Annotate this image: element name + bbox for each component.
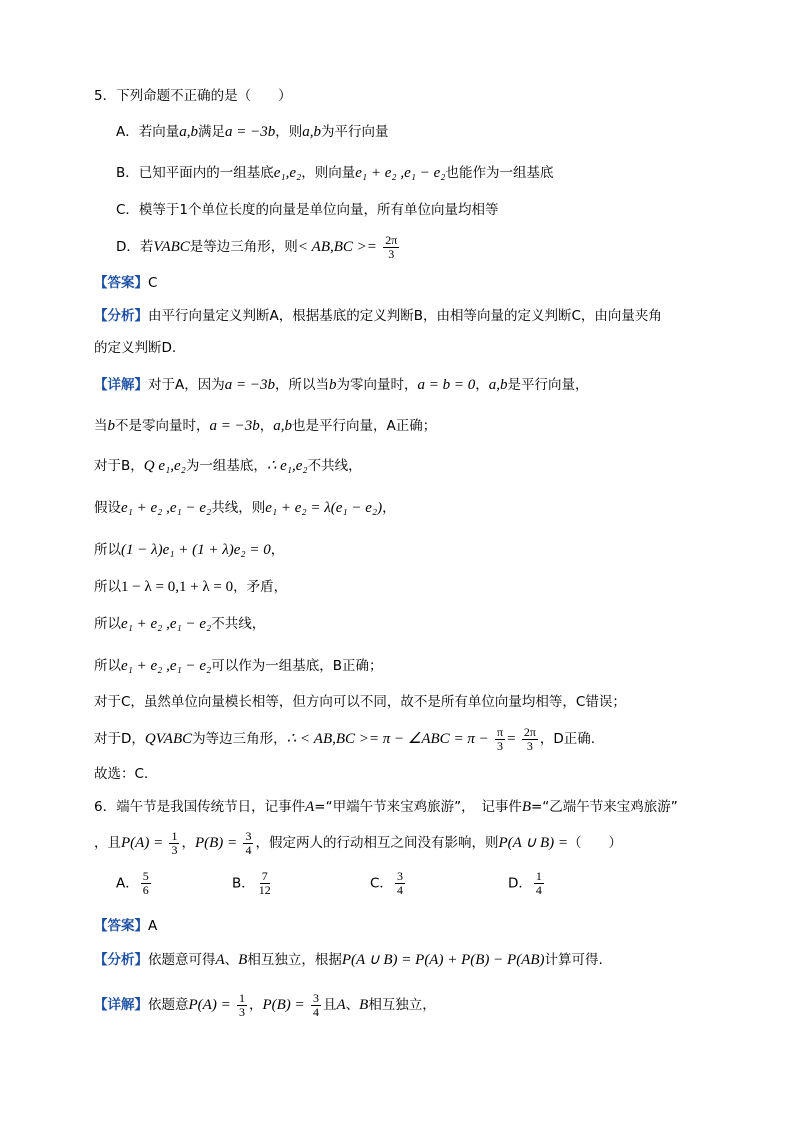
q5-detail-line7: 所以e₁ + e₂ ,e₁ − e₂不共线，: [94, 616, 266, 632]
fraction: $\frac{3}{4}$: [312, 990, 319, 1019]
q5-detail-line8: 所以e₁ + e₂ ,e₁ − e₂可以作为一组基底，B正确；: [94, 658, 383, 674]
q6-option-c: C． $\frac{3}{4}$: [370, 869, 403, 897]
q5-analysis-line2: 的定义判断D.: [94, 340, 177, 356]
q5-conclusion: 故选：C.: [94, 766, 149, 782]
q6-stem-line2: ，且P(A) = $\frac{1}{3}$ ，P(B) = $\frac{3}{4}$ ，假定两人的行动相互之间没有影响，则P(A ∪ B) =（ ）: [94, 828, 623, 857]
fraction: $\frac{3}{4}$: [245, 828, 252, 857]
q5-analysis-line1: 【分析】由平行向量定义判断A，根据基底的定义判断B，由相等向量的定义判断C，由向量夹角: [94, 308, 662, 324]
fraction: $\frac{1}{3}$: [238, 990, 245, 1019]
q6-detail: 【详解】依题意P(A) = $\frac{1}{3}$ ，P(B) = $\frac{3}{4}$ 且A、B相互独立，: [94, 990, 436, 1019]
q6-stem-line1: 6．端午节是我国传统节日，记事件A=“甲端午节来宝鸡旅游”， 记事件B=“乙端午节来宝鸡旅游”: [94, 799, 678, 815]
fraction: $\frac{1}{3}$: [171, 828, 178, 857]
q5-option-a: A．若向量a,b满足a = −3b，则a,b为平行向量: [116, 124, 389, 140]
q5-detail-line9: 对于C，虽然单位向量模长相等，但方向可以不同，故不是所有单位向量均相等，C错误；: [94, 694, 626, 710]
q5-detail-line10: 对于D，QVABC为等边三角形，∴ < AB,BC >= π − ∠ABC = π − $\frac{\pi}{3}$ = $\frac{2\pi}{3}$ ，D正确.: [94, 724, 596, 753]
fraction: $\frac{2\pi}{3}$: [523, 724, 536, 753]
q5-detail-line3: 对于B，Q e₁,e₂为一组基底，∴ e₁,e₂不共线，: [94, 458, 362, 474]
q5-detail-line5: 所以(1 − λ)e₁ + (1 + λ)e₂ = 0，: [94, 542, 285, 558]
q5-detail-line4: 假设e₁ + e₂ ,e₁ − e₂共线，则e₁ + e₂ = λ(e₁ − e₂)，: [94, 500, 396, 516]
q5-detail-line6: 所以1 − λ = 0,1 + λ = 0，矛盾，: [94, 579, 288, 595]
q6-answer: 【答案】A: [94, 918, 158, 934]
q5-detail-line1: 【详解】对于A，因为a = −3b，所以当b为零向量时，a = b = 0，a,b是平行向量，: [94, 377, 589, 393]
fraction: $\frac{\pi}{3}$: [497, 724, 504, 753]
q5-stem: 5．下列命题不正确的是（ ）: [94, 88, 292, 104]
q5-option-d: D．若VABC是等边三角形，则< AB,BC >= $\frac{2\pi}{3}$: [116, 232, 398, 261]
q5-option-c: C．模等于1个单位长度的向量是单位向量，所有单位向量均相等: [116, 202, 499, 218]
fraction: $\frac{2\pi}{3}$: [385, 232, 398, 261]
q6-analysis: 【分析】依题意可得A、B相互独立，根据P(A ∪ B) = P(A) + P(B) − P(AB)计算可得.: [94, 952, 603, 968]
q5-detail-line2: 当b不是零向量时，a = −3b，a,b也是平行向量，A正确；: [94, 418, 437, 434]
q5-answer: 【答案】C: [94, 275, 158, 291]
q6-option-a: A． $\frac{5}{6}$: [116, 869, 149, 897]
q6-option-b: B． $\frac{7}{12}$: [232, 869, 271, 897]
q5-option-b: B．已知平面内的一组基底e₁,e₂，则向量e₁ + e₂ ,e₁ − e₂也能作为一组基底: [116, 165, 554, 181]
q6-option-d: D． $\frac{1}{4}$: [508, 869, 542, 897]
